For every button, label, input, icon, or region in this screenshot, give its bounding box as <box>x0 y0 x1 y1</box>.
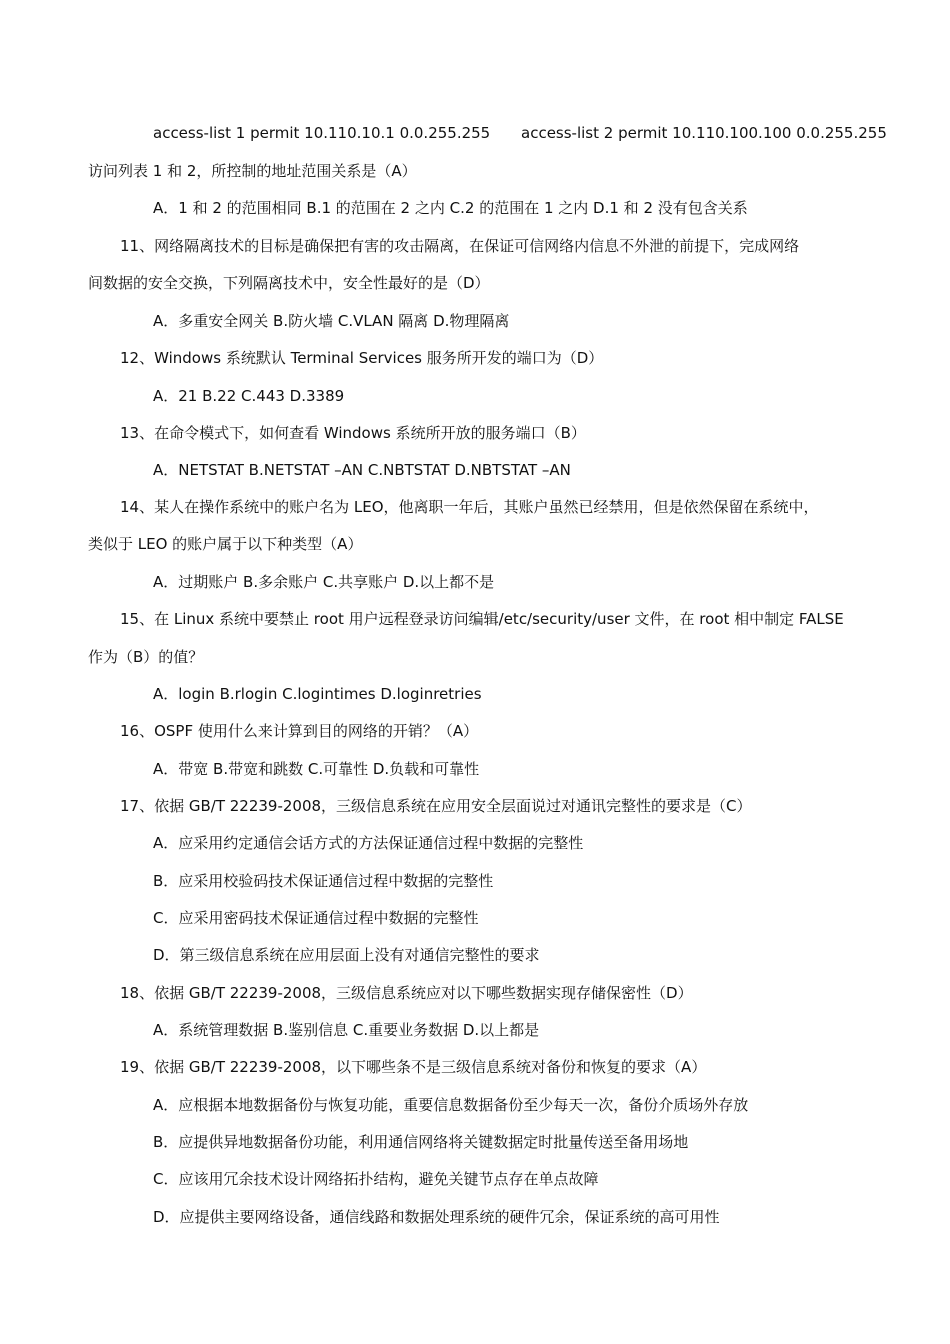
q11-question-line-1: 11、网络隔离技术的目标是确保把有害的攻击隔离，在保证可信网络内信息不外泄的前提下，完成网络 <box>120 237 800 255</box>
q10-options: A．1 和 2 的范围相同 B.1 的范围在 2 之内 C.2 的范围在 1 之内 D.1 和 2 没有包含关系 <box>153 199 748 217</box>
q17-option-c: C．应采用密码技术保证通信过程中数据的完整性 <box>153 909 479 927</box>
q17-question: 17、依据 GB/T 22239-2008，三级信息系统在应用安全层面说过对通讯完整性的要求是（C） <box>120 797 752 815</box>
q11-options: A．多重安全网关 B.防火墙 C.VLAN 隔离 D.物理隔离 <box>153 312 510 330</box>
acl-config-lines <box>153 123 887 143</box>
q11-question-line-2: 间数据的安全交换，下列隔离技术中，安全性最好的是（D） <box>88 274 490 292</box>
q13-options: A．NETSTAT B.NETSTAT –AN C.NBTSTAT D.NBTSTAT –AN <box>153 461 571 479</box>
q12-question: 12、Windows 系统默认 Terminal Services 服务所开发的端口为（D） <box>120 349 604 367</box>
q14-question-line-1: 14、某人在操作系统中的账户名为 LEO，他离职一年后，其账户虽然已经禁用，但是依然保留在系统中， <box>120 498 819 516</box>
q15-question-line-2: 作为（B）的值？ <box>88 648 204 666</box>
q19-option-b: B．应提供异地数据备份功能，利用通信网络将关键数据定时批量传送至备用场地 <box>153 1133 689 1151</box>
q19-option-c: C．应该用冗余技术设计网络拓扑结构，避免关键节点存在单点故障 <box>153 1170 599 1188</box>
q14-question-line-2: 类似于 LEO 的账户属于以下种类型（A） <box>88 535 363 553</box>
q13-question: 13、在命令模式下，如何查看 Windows 系统所开放的服务端口（B） <box>120 424 586 442</box>
q17-option-b: B．应采用校验码技术保证通信过程中数据的完整性 <box>153 872 494 890</box>
q17-option-a: A．应采用约定通信会话方式的方法保证通信过程中数据的完整性 <box>153 834 584 852</box>
q18-options: A．系统管理数据 B.鉴别信息 C.重要业务数据 D.以上都是 <box>153 1021 540 1039</box>
q16-question: 16、OSPF 使用什么来计算到目的网络的开销？（A） <box>120 722 479 740</box>
q15-question-line-1: 15、在 Linux 系统中要禁止 root 用户远程登录访问编辑/etc/security/user 文件，在 root 相中制定 FALSE <box>120 610 844 628</box>
q14-options: A．过期账户 B.多余账户 C.共享账户 D.以上都不是 <box>153 573 495 591</box>
q18-question: 18、依据 GB/T 22239-2008，三级信息系统应对以下哪些数据实现存储保密性（D） <box>120 984 693 1002</box>
q12-options: A．21 B.22 C.443 D.3389 <box>153 387 345 405</box>
q15-options: A．login B.rlogin C.logintimes D.loginretries <box>153 685 482 703</box>
q10-question: 访问列表 1 和 2，所控制的地址范围关系是（A） <box>88 162 417 180</box>
acl-line-2: access-list 2 permit 10.110.100.100 0.0.255.255 <box>521 124 887 142</box>
acl-line-1: access-list 1 permit 10.110.10.1 0.0.255.255 <box>153 124 491 142</box>
q19-question: 19、依据 GB/T 22239-2008，以下哪些条不是三级信息系统对备份和恢复的要求（A） <box>120 1058 707 1076</box>
q19-option-a: A．应根据本地数据备份与恢复功能，重要信息数据备份至少每天一次，备份介质场外存放 <box>153 1096 749 1114</box>
q16-options: A．带宽 B.带宽和跳数 C.可靠性 D.负载和可靠性 <box>153 760 480 778</box>
q19-option-d: D．应提供主要网络设备，通信线路和数据处理系统的硬件冗余，保证系统的高可用性 <box>153 1208 720 1226</box>
q17-option-d: D．第三级信息系统在应用层面上没有对通信完整性的要求 <box>153 946 540 964</box>
